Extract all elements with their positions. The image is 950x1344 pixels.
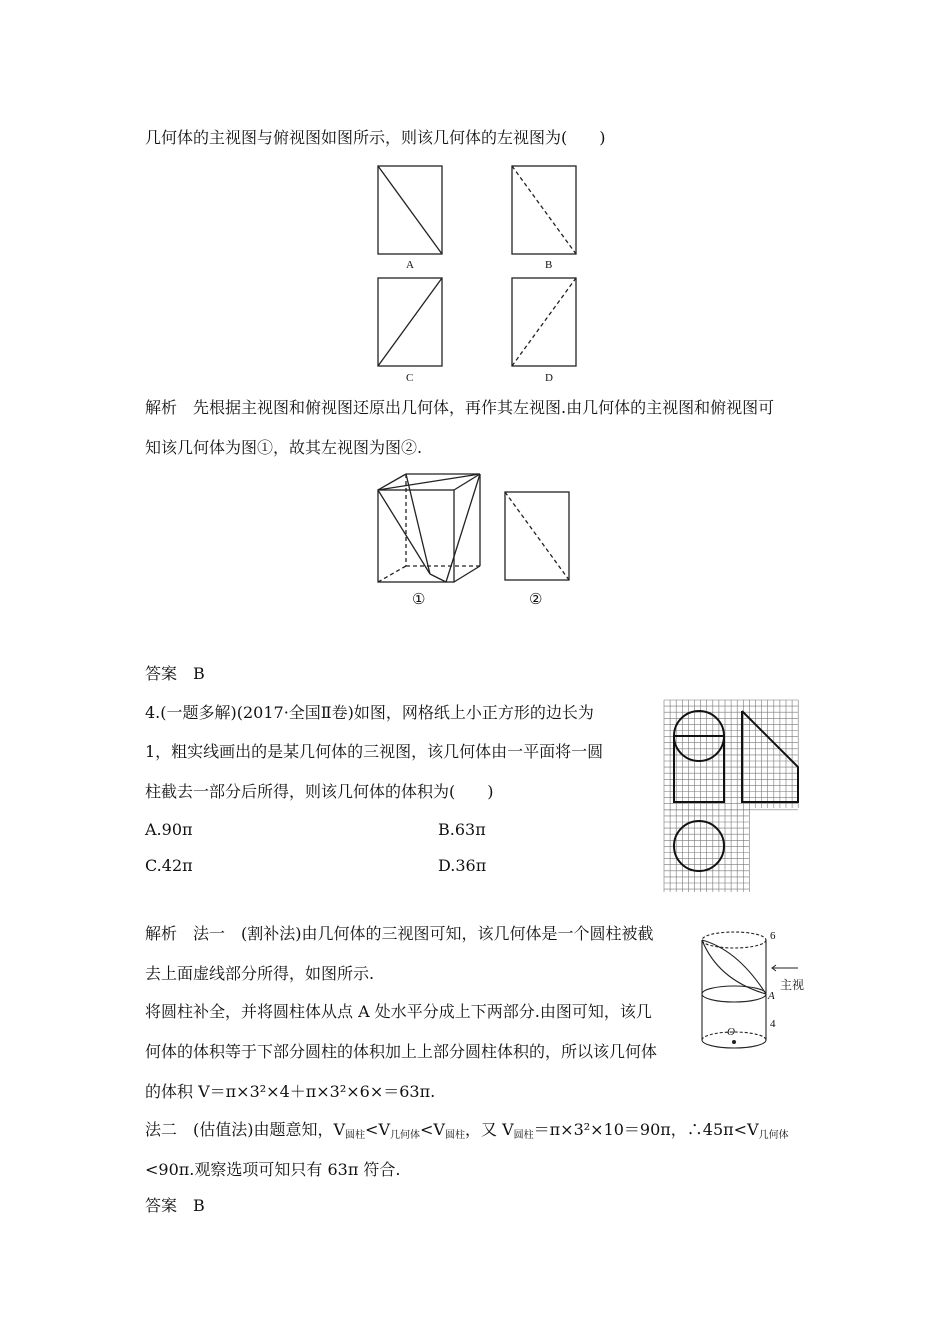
q4-solution-line4: 何体的体积等于下部分圆柱的体积加上上部分圆柱体积的，所以该几何体 [145,1042,658,1061]
q3-solution-line2: 知该几何体为图①，故其左视图为图②. [145,438,423,457]
q4-three-view-grid [662,698,802,894]
cyl-label-6: 6 [770,930,776,942]
fig-1-label: ① [412,592,426,608]
option-a-label: A [406,259,414,271]
q4-option-b: B.63π [438,820,486,839]
q4-solution-line2: 去上面虚线部分所得，如图所示. [145,964,375,983]
q4-method2-line2: <90π.观察选项可知只有 63π 符合. [145,1160,401,1179]
cyl-label-O: O [727,1026,735,1038]
cyl-label-main: 主视 [780,978,805,992]
q4-solution-line3: 将圆柱补全，并将圆柱体从点 A 处水平分成上下两部分.由图可知，该几 [145,1002,652,1021]
q4-option-a: A.90π [145,820,193,839]
q4-option-c: C.42π [145,856,193,875]
q4-method2-line: 法二 (估值法)由题意知，$V_{圆柱}<V_{几何体}<V_{圆柱}$，又 $V_{圆柱}=\pi\times 3^2\times 10=90\pi$，$\therefore 45\pi<V_{几何体}$ [145,1120,789,1141]
q3-solution-line1: 解析 先根据主视图和俯视图还原出几何体，再作其左视图.由几何体的主视图和俯视图可 [145,398,775,417]
q4-solution-line1: 解析 法一 (割补法)由几何体的三视图可知，该几何体是一个圆柱被截 [145,924,654,943]
cyl-label-A: A [768,990,775,1002]
fig-2-label: ② [529,592,543,608]
q3-stem: 几何体的主视图与俯视图如图所示，则该几何体的左视图为( ) [145,128,606,147]
q4-answer: 答案 B [145,1196,205,1215]
q4-stem-line1: 4.(一题多解)(2017·全国Ⅱ卷)如图，网格纸上小正方形的边长为 [145,703,594,722]
cyl-label-4: 4 [770,1018,776,1030]
q4-option-d: D.36π [438,856,487,875]
option-c-label: C [406,372,414,384]
q3-solution-figure [370,470,580,590]
option-b-label: B [545,259,553,271]
center-dot [732,1040,736,1044]
q3-options-figure [370,158,590,390]
q4-solution-line5: 的体积 V＝π×3²×4＋π×3²×6×＝63π. [145,1082,436,1101]
option-d-label: D [545,372,553,384]
q4-stem-line2: 1，粗实线画出的是某几何体的三视图，该几何体由一平面将一圆 [145,742,604,761]
q4-stem-line3: 柱截去一部分后所得，则该几何体的体积为( ) [145,782,494,801]
q3-answer: 答案 B [145,664,205,683]
